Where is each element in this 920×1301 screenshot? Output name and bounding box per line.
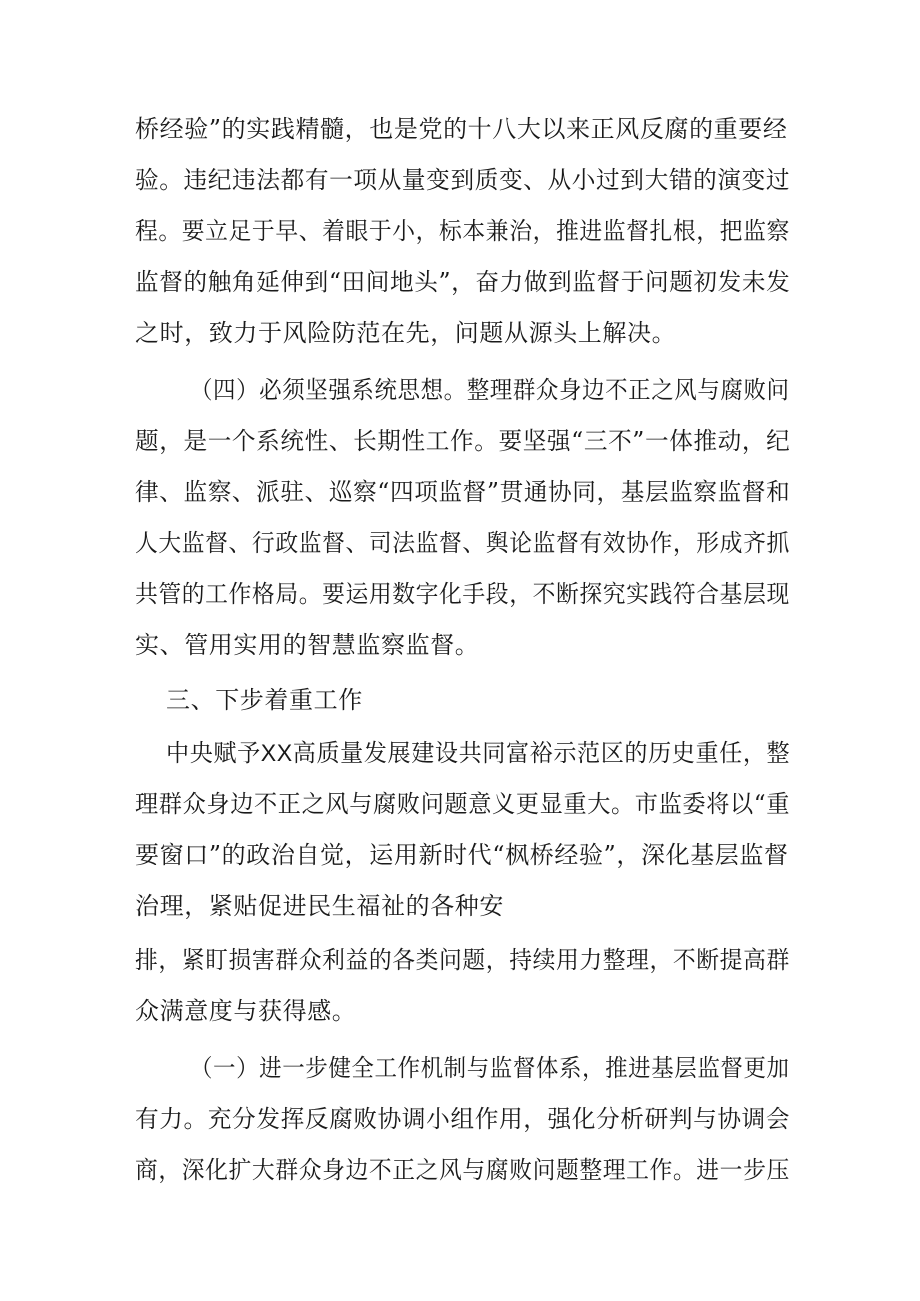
paragraph-line: 题，是一个系统性、长期性工作。要坚强“三不”一体推动，纪: [135, 427, 791, 455]
paragraph-line: 有力。充分发挥反腐败协调小组作用，强化分析研判与协调会: [135, 1105, 791, 1133]
paragraph-line: 治理，紧贴促进民生福祉的各种安: [135, 892, 504, 920]
paragraph-line: （一）进一步健全工作机制与监督体系，推进基层监督更加: [190, 1054, 790, 1082]
paragraph-line: （四）必须坚强系统思想。整理群众身边不正之风与腐败问: [190, 376, 790, 404]
section-heading: 三、下步着重工作: [166, 686, 363, 714]
paragraph-line: 排，紧盯损害群众利益的各类问题，持续用力整理，不断提高群: [135, 946, 790, 974]
paragraph-line: 共管的工作格局。要运用数字化手段，不断探究实践符合基层现: [135, 580, 790, 608]
placeholder-xx: XX: [260, 740, 293, 767]
paragraph-line: 桥经验”的实践精髓，也是党的十八大以来正风反腐的重要经: [135, 115, 788, 143]
paragraph-line: 理群众身边不正之风与腐败问题意义更显重大。市监委将以“重: [135, 790, 791, 818]
paragraph-text: 中央赋予: [166, 739, 261, 767]
paragraph-line: 程。要立足于早、着眼于小，标本兼治，推进监督扎根，把监察: [135, 217, 790, 245]
paragraph-line: 众满意度与获得感。: [135, 997, 357, 1025]
paragraph-line: 监督的触角延伸到“田间地头”，奋力做到监督于问题初发未发: [135, 268, 791, 296]
paragraph-line: 人大监督、行政监督、司法监督、舆论监督有效协作，形成齐抓: [135, 529, 790, 557]
paragraph-line: 之时，致力于风险防范在先，问题从源头上解决。: [135, 319, 677, 347]
paragraph-line: [166, 737, 790, 770]
paragraph-line: 要窗口”的政治自觉，运用新时代“枫桥经验”，深化基层监督: [135, 841, 789, 869]
paragraph-line: 商，深化扩大群众身边不正之风与腐败问题整理工作。进一步压: [135, 1156, 790, 1184]
paragraph-line: 律、监察、派驻、巡察“四项监督”贯通协同，基层监察监督和: [135, 478, 791, 506]
paragraph-line: 实、管用实用的智慧监察监督。: [135, 631, 480, 659]
paragraph-line: 验。违纪违法都有一项从量变到质变、从小过到大错的演变过: [135, 166, 791, 194]
paragraph-text: 高质量发展建设共同富裕示范区的历史重任，整: [292, 739, 791, 767]
